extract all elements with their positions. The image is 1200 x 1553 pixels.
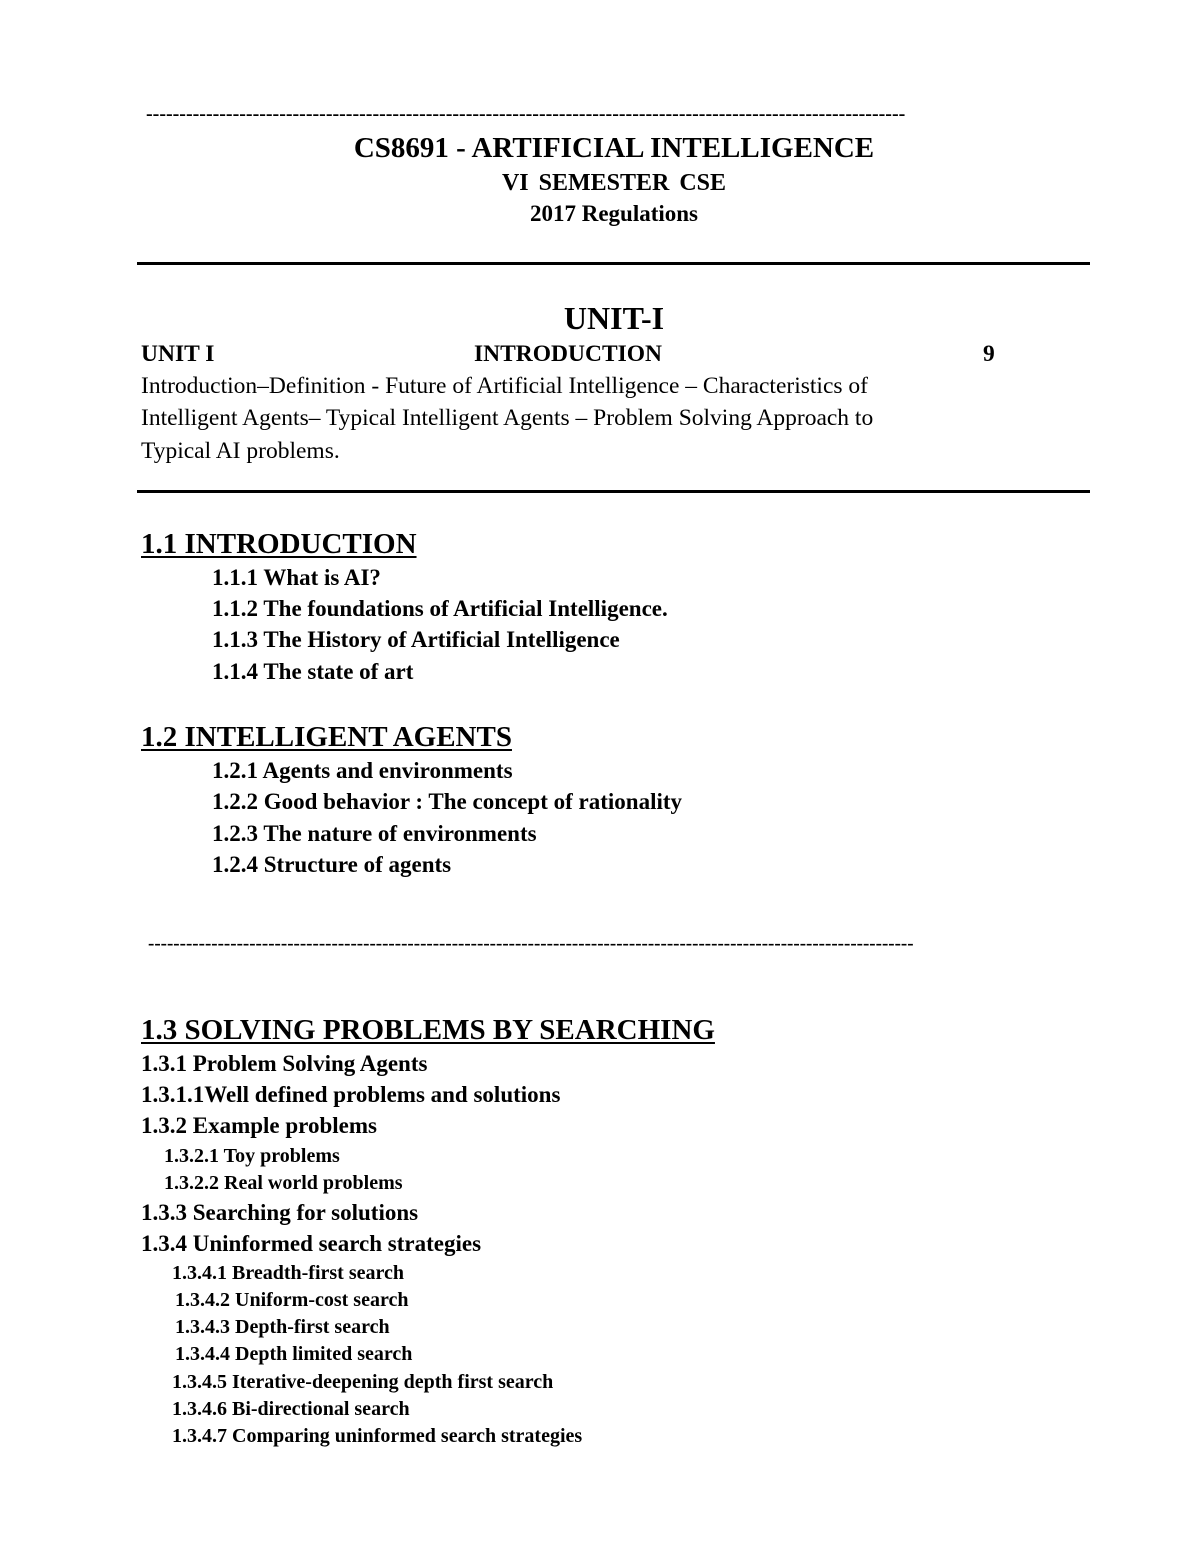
list-item: 1.2.3 The nature of environments <box>212 821 537 846</box>
list-item: 1.3.2 Example problems <box>141 1113 377 1138</box>
unit-title: UNIT-I <box>563 300 665 336</box>
list-item: 1.2.4 Structure of agents <box>212 852 452 877</box>
syllabus-line-3: Typical AI problems. <box>141 438 340 464</box>
syllabus-heading: INTRODUCTION <box>474 341 663 367</box>
list-item: 1.3.4.2 Uniform-cost search <box>175 1289 409 1311</box>
list-item: 1.1.4 The state of art <box>212 659 414 684</box>
middle-dash-separator: ------------------------------------------------------------------------------------------------------------------------- <box>148 933 914 954</box>
list-item: 1.1.2 The foundations of Artificial Intelligence. <box>212 596 668 621</box>
top-dash-separator: ------------------------------------------------------------------------------------------------------------------ <box>146 103 906 125</box>
list-item: 1.3.4.6 Bi-directional search <box>172 1398 410 1420</box>
list-item: 1.3.4.3 Depth-first search <box>175 1316 390 1338</box>
list-item: 1.3.2.2 Real world problems <box>164 1172 403 1194</box>
list-item: 1.3.4.5 Iterative-deepening depth first search <box>172 1371 554 1393</box>
syllabus-hours: 9 <box>983 341 995 367</box>
list-item: 1.3.3 Searching for solutions <box>141 1200 419 1225</box>
header-rule <box>137 262 1090 265</box>
syllabus-rule <box>137 490 1090 493</box>
list-item: 1.2.1 Agents and environments <box>212 758 513 783</box>
list-item: 1.3.1.1Well defined problems and solutions <box>141 1082 561 1107</box>
syllabus-line-2: Intelligent Agents– Typical Intelligent Agents – Problem Solving Approach to <box>141 405 874 431</box>
course-title: CS8691 - ARTIFICIAL INTELLIGENCE <box>353 132 875 164</box>
list-item: 1.1.3 The History of Artificial Intelligence <box>212 627 620 652</box>
section-1-2-title: 1.2 INTELLIGENT AGENTS <box>141 721 512 753</box>
list-item: 1.3.4 Uninformed search strategies <box>141 1231 482 1256</box>
list-item: 1.3.4.7 Comparing uninformed search strategies <box>172 1425 583 1447</box>
section-1-3-title: 1.3 SOLVING PROBLEMS BY SEARCHING <box>141 1014 715 1046</box>
list-item: 1.2.2 Good behavior : The concept of rationality <box>212 789 683 814</box>
syllabus-unit-label: UNIT I <box>141 341 215 367</box>
section-1-1-title: 1.1 INTRODUCTION <box>141 528 417 560</box>
regulations-line: 2017 Regulations <box>529 201 699 226</box>
semester-line: VI SEMESTER CSE <box>501 170 727 196</box>
list-item: 1.3.1 Problem Solving Agents <box>141 1051 428 1076</box>
list-item: 1.1.1 What is AI? <box>212 565 381 590</box>
syllabus-line-1: Introduction–Definition - Future of Artificial Intelligence – Characteristics of <box>141 373 868 399</box>
list-item: 1.3.4.4 Depth limited search <box>175 1343 413 1365</box>
list-item: 1.3.2.1 Toy problems <box>164 1145 340 1167</box>
list-item: 1.3.4.1 Breadth-first search <box>172 1262 405 1284</box>
